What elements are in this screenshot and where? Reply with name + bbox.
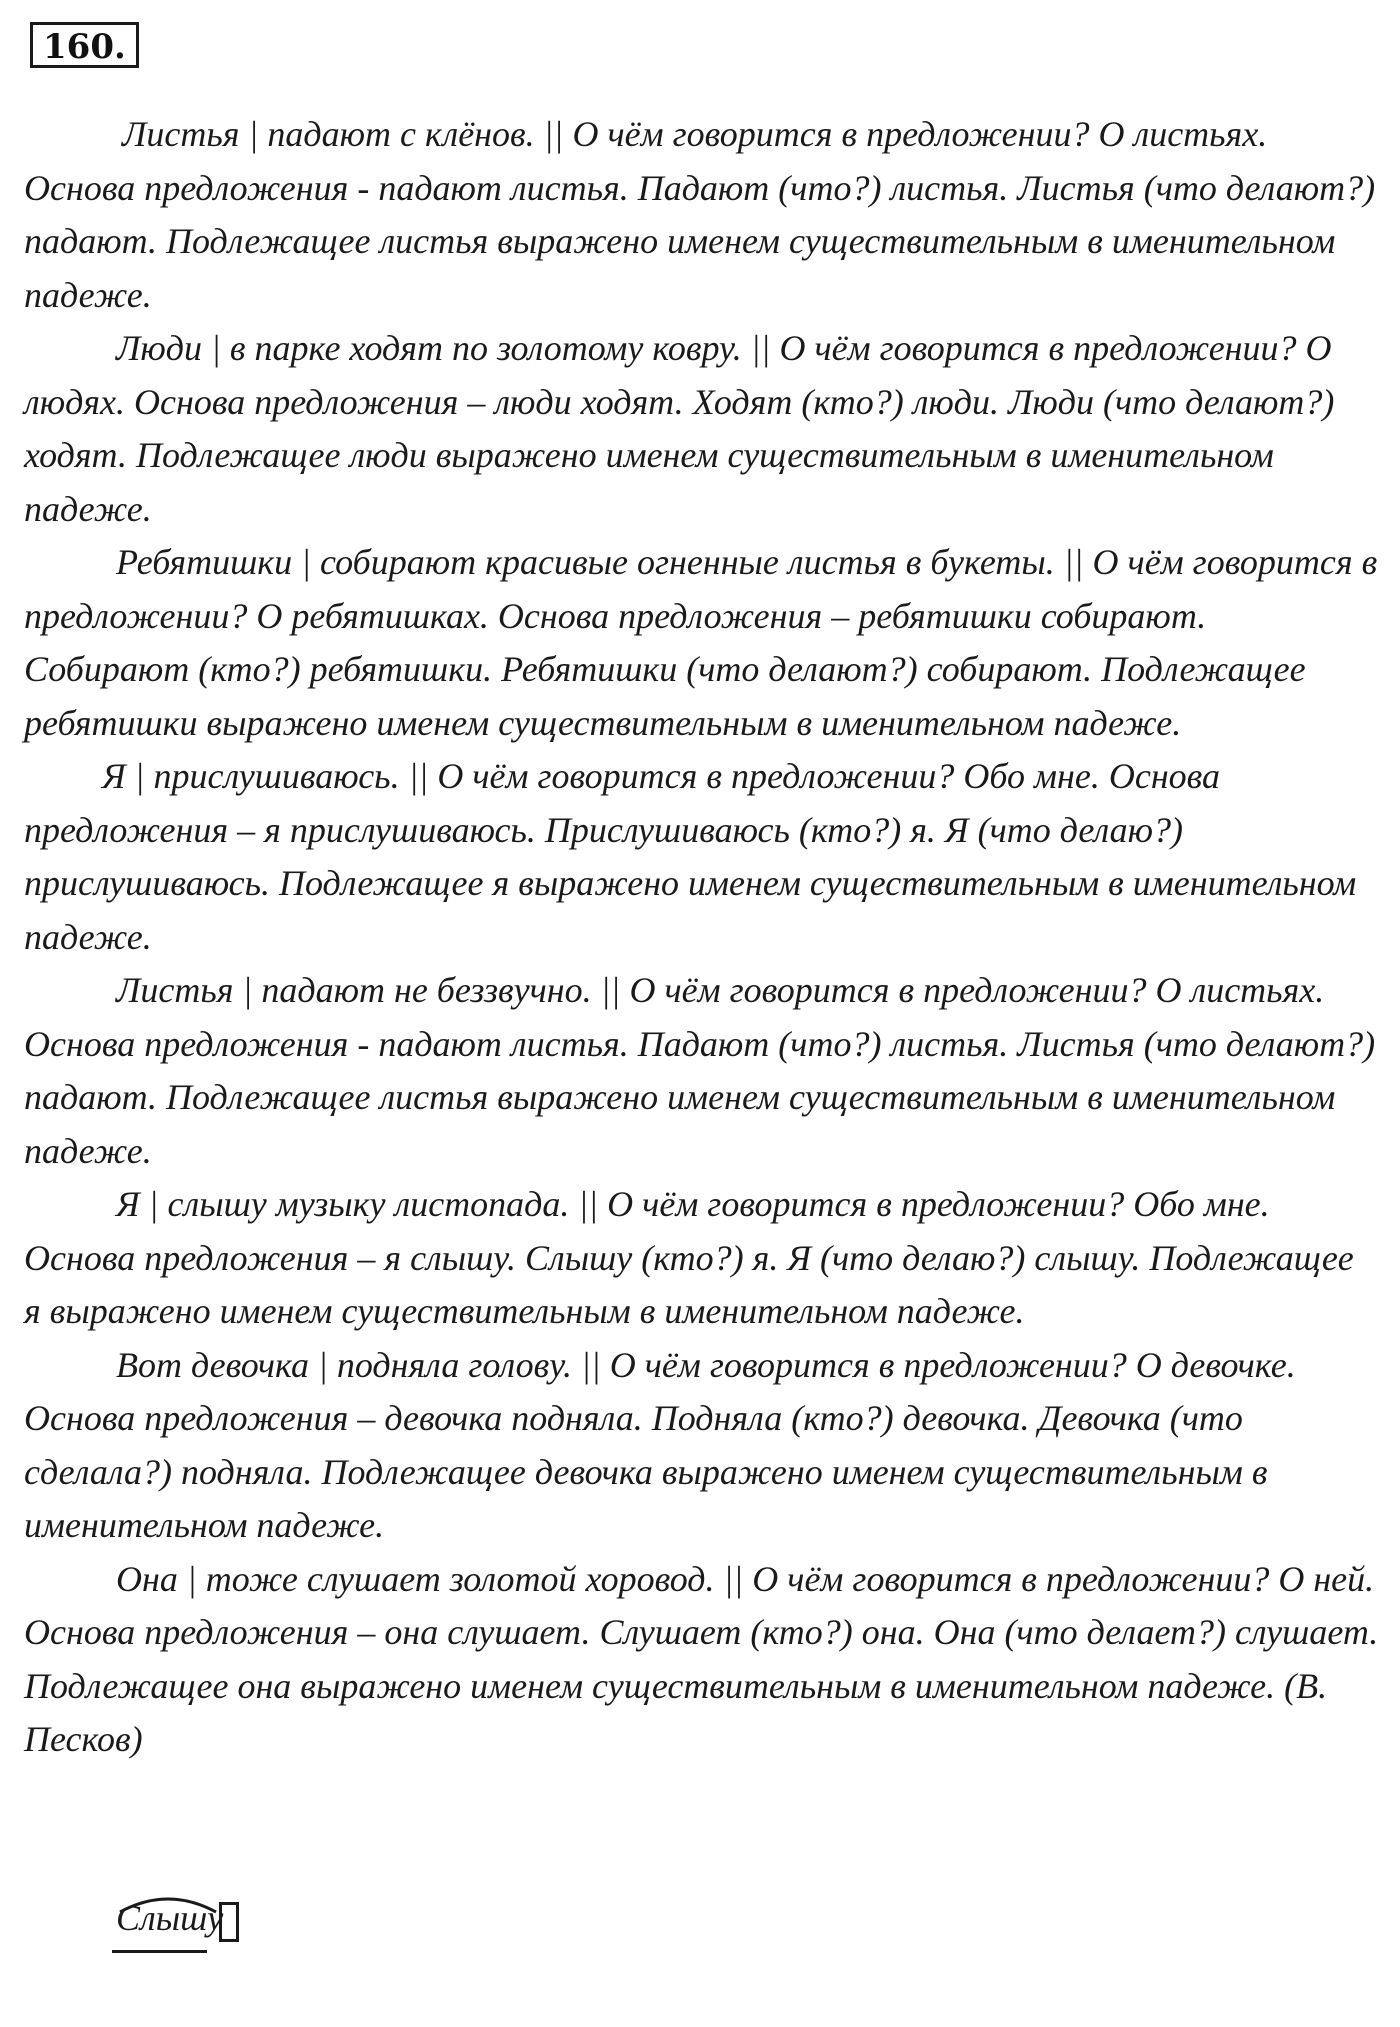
paragraph: Листья | падают с клёнов. || О чём говорится в предложении? О листьях. Основа предложения - падают листья. Падают (что?) листья. Листья (что делают?) падают. Подлежащее листья выражено именем существительным в именительном падеже. <box>24 114 1376 315</box>
paragraph: Я | слышу музыку листопада. || О чём говорится в предложении? Обо мне. Основа предложения – я слышу. Слышу (кто?) я. Я (что делаю?) слышу. Подлежащее я выражено именем существительным в именительном падеже. <box>24 1184 1354 1331</box>
exercise-number: 160. <box>30 22 139 68</box>
paragraph: Листья | падают не беззвучно. || О чём говорится в предложении? О листьях. Основа предложения - падают листья. Падают (что?) листья. Листья (что делают?) падают. Подлежащее листья выражено именем существительным в именительном падеже. <box>24 970 1376 1171</box>
word-ending: у <box>207 1898 224 1938</box>
root-arc-icon <box>118 1892 218 1914</box>
paragraph: Я | прислушиваюсь. || О чём говорится в предложении? Обо мне. Основа предложения – я прислушиваюсь. Прислушиваюсь (кто?) я. Я (что делаю?) прислушиваюсь. Подлежащее я выражено именем существительным в именительном падеже. <box>24 756 1357 957</box>
ending-box-icon <box>219 1902 239 1942</box>
word-stem <box>112 1888 207 1953</box>
paragraph: Ребятишки | собирают красивые огненные листья в букеты. || О чём говорится в предложении? О ребятишках. Основа предложения – ребятишки собирают. Собирают (кто?) ребятишки. Ребятишки (что делают?) собирают. Подлежащее ребятишки выражено именем существительным в именительном падеже. <box>24 542 1378 743</box>
answer-text <box>24 108 1379 1767</box>
stem-text: Слыш <box>116 1898 208 1938</box>
paragraph: Вот девочка | подняла голову. || О чём говорится в предложении? О девочке. Основа предложения – девочка подняла. Подняла (кто?) девочка. Девочка (что сделала?) подняла. Подлежащее девочка выражено именем существительным в именительном падеже. <box>24 1344 1296 1545</box>
paragraph: Люди | в парке ходят по золотому ковру. || О чём говорится в предложении? О людях. Основа предложения – люди ходят. Ходят (кто?) люди. Люди (что делают?) ходят. Подлежащее люди выражено именем существительным в именительном падеже. <box>24 328 1335 529</box>
word-morpheme-parse <box>112 1888 239 1948</box>
paragraph: Она | тоже слушает золотой хоровод. || О чём говорится в предложении? О ней. Основа предложения – она слушает. Слушает (кто?) она. Она (что делает?) слушает. Подлежащее она выражено именем существительным в именительном падеже. (В. Песков) <box>24 1558 1379 1759</box>
